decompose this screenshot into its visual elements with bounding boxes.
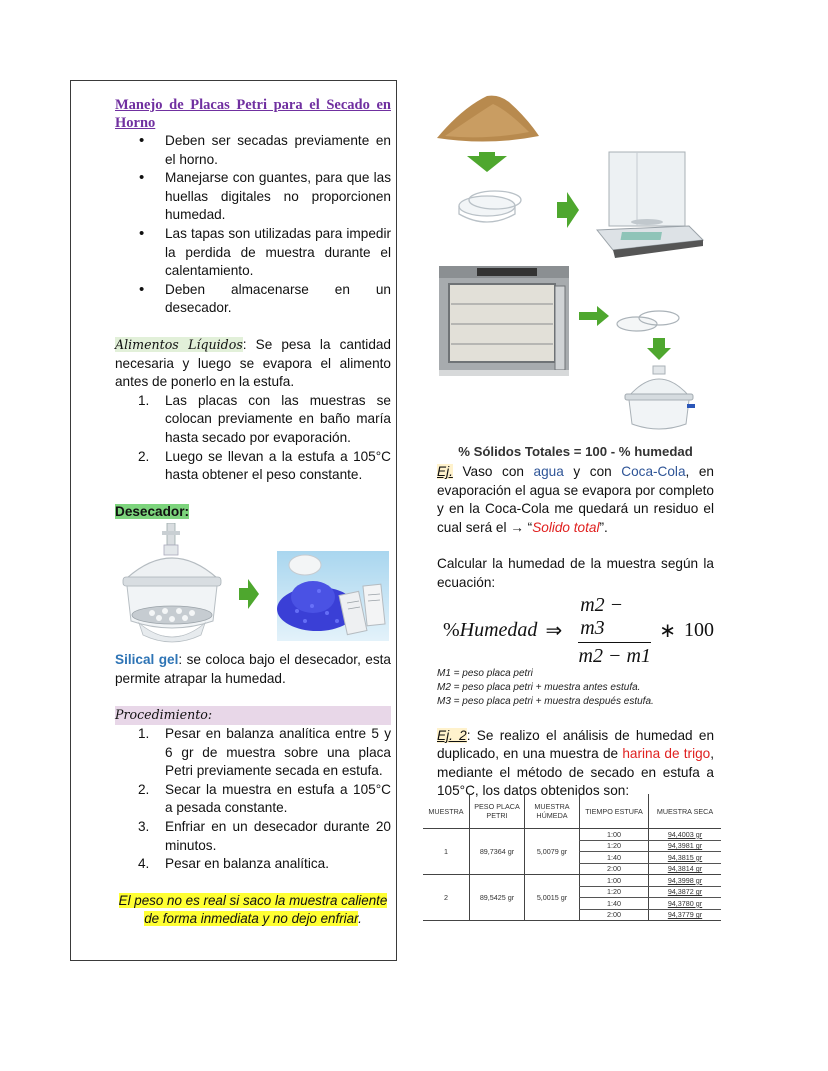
list-item: 3. Enfriar en un desecador durante 20 minutos. <box>138 819 391 853</box>
list-item: 2. Luego se llevan a la estufa a 105°C hasta obtener el peso constante. <box>138 448 391 483</box>
desiccator-icon <box>625 366 695 429</box>
analytical-balance-icon <box>597 152 703 258</box>
arrow-right-icon <box>579 306 609 326</box>
table-row: 1:40 94,3815 gr <box>423 852 721 864</box>
procedure-heading: Procedimiento: <box>115 706 391 725</box>
procedure-steps <box>115 725 391 874</box>
drying-oven-icon <box>439 266 569 376</box>
example-label: Ej. 2 <box>437 727 467 743</box>
example-label: Ej. <box>437 464 453 479</box>
arrow-down-icon <box>647 338 671 360</box>
right-column <box>437 90 714 801</box>
liquid-foods-steps <box>115 392 391 485</box>
arrow-right-icon <box>557 192 579 228</box>
example-1-paragraph: Ej. Vaso con agua y con Coca-Cola, en evaporación el agua se evapora por completo y en la Coca-Cola me quedará un residuo el cual será el → “Solido total”. <box>437 464 714 535</box>
liquid-foods-label: Alimentos Líquidos <box>115 336 243 352</box>
warning-note: El peso no es real si saco la muestra caliente de forma inmediata y no dejo enfriar. <box>118 892 388 927</box>
variable-definitions: M1 = peso placa petri M2 = peso placa petri + muestra antes estufa. M3 = peso placa petri + muestra después estufa. <box>437 667 654 707</box>
arrow-down-icon <box>467 152 507 172</box>
section-title: Manejo de Placas Petri para el Secado en Horno <box>115 97 391 131</box>
table-row: 2:00 94,3814 gr <box>423 863 721 875</box>
table-row: 1 89,7364 gr 5,0079 gr 1:00 94,4003 gr <box>423 829 721 841</box>
column-header: TIEMPO ESTUFA <box>580 794 649 829</box>
table-row: 1:40 94,3780 gr <box>423 898 721 910</box>
example-2-paragraph: Ej. 2: Se realizo el análisis de humedad en duplicado, en una muestra de harina de trigo, mediante el método de secado en estufa a 105°C, los datos obtenidos son: <box>437 727 715 799</box>
humidity-equation: % Humedad ⇒ $\frac{m2 - m3}{m2 - m1}$ ∗ 100 <box>443 593 714 667</box>
list-item: • Manejarse con guantes, para que las huellas digitales no proporcionen humedad. <box>165 169 391 225</box>
list-item: 1. Pesar en balanza analítica entre 5 y 6 gr de muestra sobre una placa Petri previamente secada en estufa. <box>138 726 391 779</box>
calculate-instruction: Calcular la humedad de la muestra según la ecuación: <box>437 556 714 590</box>
petri-dish-icon <box>459 191 521 222</box>
table-row: 2 89,5425 gr 5,0015 gr 1:00 94,3998 gr <box>423 875 721 887</box>
desiccator-image <box>117 523 227 651</box>
silica-gel-label: Silical gel <box>115 652 179 668</box>
petri-dish-icon <box>617 311 679 331</box>
table-row: 1:20 94,3981 gr <box>423 840 721 852</box>
left-column-content <box>115 96 391 929</box>
silica-gel-image <box>277 551 389 641</box>
total-solids-formula: % Sólidos Totales = 100 - % humedad <box>458 444 693 459</box>
arrow-right-icon <box>239 579 259 609</box>
table-row: 1:20 94,3872 gr <box>423 886 721 898</box>
drying-process-diagram <box>437 90 714 440</box>
liquid-foods-text: : Se pesa la cantidad necesaria y luego se evapora el alimento antes de ponerlo en la estufa. <box>115 336 391 390</box>
list-item: 1. Las placas con las muestras se colocan previamente en baño maría hasta secado por evaporación. <box>138 392 391 445</box>
column-header: MUESTRA <box>428 806 464 816</box>
left-column-box <box>70 80 397 961</box>
list-item: 2. Secar la muestra en estufa a 105°C a pesada constante. <box>138 781 391 816</box>
column-header: MUESTRA SECA <box>649 794 722 829</box>
column-header: PESO PLACA PETRI <box>470 794 525 829</box>
table-row: 2:00 94,3779 gr <box>423 909 721 921</box>
desiccator-heading: Desecador: <box>115 503 190 519</box>
desiccator-images <box>115 523 391 651</box>
liquid-foods-paragraph <box>115 336 391 392</box>
column-header: MUESTRA HÚMEDA <box>525 794 580 829</box>
silica-gel-paragraph: Silical gel: se coloca bajo el desecador, esta permite atrapar la humedad. <box>115 652 391 686</box>
list-item: 4. Pesar en balanza analítica. <box>138 856 329 872</box>
petri-handling-list <box>115 132 391 318</box>
drying-process-illustration <box>437 90 714 440</box>
list-item: • Deben almacenarse en un desecador. <box>165 281 391 318</box>
powder-sample-icon <box>437 96 539 142</box>
list-item: • Deben ser secadas previamente en el horno. <box>165 132 391 169</box>
humidity-data-table <box>423 794 721 921</box>
list-item: • Las tapas son utilizadas para impedir la perdida de muestra durante el calentamiento. <box>165 225 391 281</box>
